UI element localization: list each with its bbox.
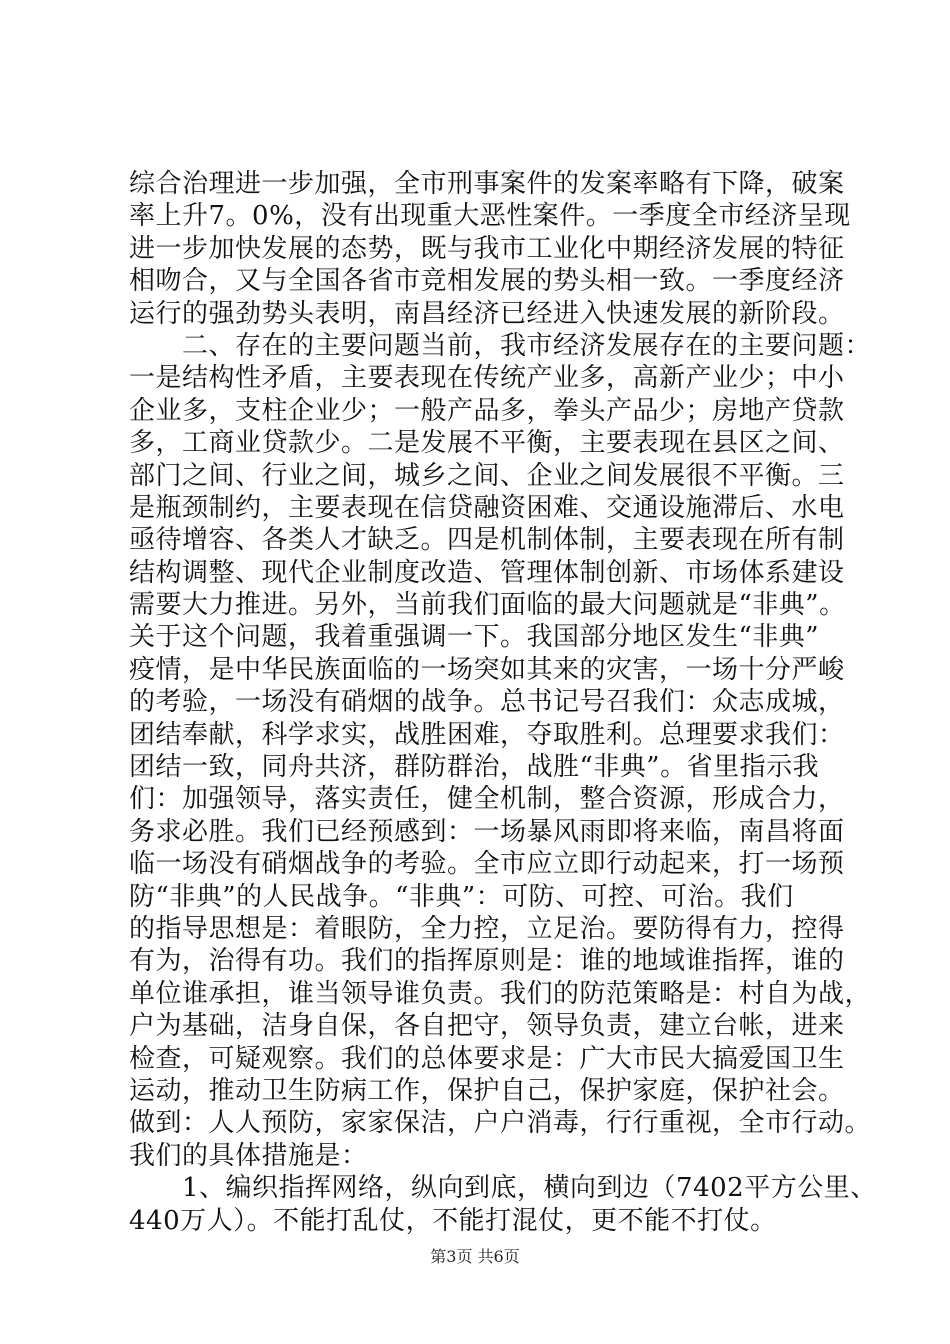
text-line: 企业多，支柱企业少；一般产品多，拳头产品少；房地产贷款 [129, 395, 845, 426]
text-line: 综合治理进一步加强，全市刑事案件的发案率略有下降，破案 [129, 169, 845, 199]
text-line: 率上升7。0%，没有出现重大恶性案件。一季度全市经济呈现 [129, 201, 851, 232]
text-line: 结构调整、现代企业制度改造、管理体制创新、市场体系建设 [129, 557, 845, 588]
text-line: 440万人）。不能打乱仗，不能打混仗，更不能不打仗。 [129, 1205, 777, 1236]
text-line: 临一场没有硝烟战争的考验。全市应立即行动起来，打一场预 [129, 849, 845, 880]
text-line: 多，工商业贷款少。二是发展不平衡，主要表现在县区之间、 [129, 428, 845, 459]
text-line: 疫情，是中华民族面临的一场突如其来的灾害，一场十分严峻 [129, 654, 845, 685]
text-line: 相吻合，又与全国各省市竞相发展的势头相一致。一季度经济 [129, 266, 845, 297]
text-line: 务求必胜。我们已经预感到：一场暴风雨即将来临，南昌将面 [129, 816, 845, 847]
text-line: 亟待增容、各类人才缺乏。四是机制体制，主要表现在所有制 [129, 525, 845, 556]
page-footer [0, 1244, 950, 1267]
body-text [129, 168, 877, 1237]
text-line: 团结一致，同舟共济，群防群治，战胜“非典”。省里指示我 [129, 752, 820, 783]
text-line: 防“非典”的人民战争。“非典”：可防、可控、可治。我们 [129, 881, 794, 912]
text-line: 单位谁承担，谁当领导谁负责。我们的防范策略是：村自为战， [129, 978, 872, 1009]
text-line: 有为，治得有功。我们的指挥原则是：谁的地域谁指挥，谁的 [129, 946, 845, 977]
text-line: 运动，推动卫生防病工作，保护自己，保护家庭，保护社会。 [129, 1075, 845, 1106]
text-line: 是瓶颈制约，主要表现在信贷融资困难、交通设施滞后、水电 [129, 492, 845, 523]
text-line: 一是结构性矛盾，主要表现在传统产业多，高新产业少；中小 [129, 363, 845, 394]
text-line: 们：加强领导，落实责任，健全机制，整合资源，形成合力， [129, 784, 845, 815]
text-line: 运行的强劲势头表明，南昌经济已经进入快速发展的新阶段。 [129, 298, 845, 329]
text-line: 检查，可疑观察。我们的总体要求是：广大市民大搞爱国卫生 [129, 1043, 845, 1074]
text-line: 需要大力推进。另外，当前我们面临的最大问题就是“非典”。 [129, 590, 846, 621]
text-line: 1、编织指挥网络，纵向到底，横向到边（7402平方公里、 [129, 1173, 877, 1204]
text-line: 部门之间、行业之间，城乡之间、企业之间发展很不平衡。三 [129, 460, 845, 491]
text-line: 进一步加快发展的态势，既与我市工业化中期经济发展的特征 [129, 233, 845, 264]
text-line: 做到：人人预防，家家保洁，户户消毒，行行重视，全市行动。 [129, 1108, 872, 1139]
text-line: 关于这个问题，我着重强调一下。我国部分地区发生“非典” [129, 622, 820, 653]
text-line: 户为基础，洁身自保，各自把守，领导负责，建立台帐，进来 [129, 1011, 845, 1042]
text-line: 我们的具体措施是： [129, 1140, 368, 1171]
text-line: 团结奉献，科学求实，战胜困难，夺取胜利。总理要求我们： [129, 719, 845, 750]
text-line: 二、存在的主要问题当前，我市经济发展存在的主要问题： [129, 330, 872, 361]
page-number-label: 第3页 共6页 [430, 1247, 520, 1266]
text-line: 的考验，一场没有硝烟的战争。总书记号召我们：众志成城， [129, 687, 845, 718]
text-line: 的指导思想是：着眼防，全力控，立足治。要防得有力，控得 [129, 913, 845, 944]
